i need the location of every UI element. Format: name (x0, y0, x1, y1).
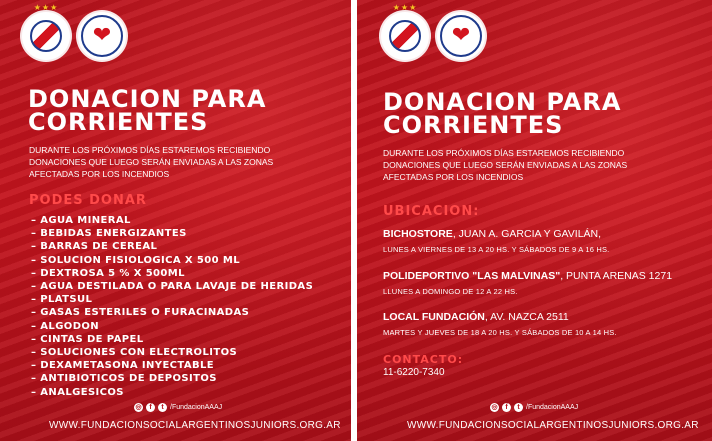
intro-line: AFECTADAS POR LOS INCENDIOS (383, 172, 524, 182)
facebook-icon: f (502, 403, 511, 412)
location-address: , JUAN A. GARCIA Y GAVILÁN, (452, 228, 602, 240)
intro-line: DURANTE LOS PRÓXIMOS DÍAS ESTAREMOS RECIBIENDO (383, 148, 625, 158)
foundation-heart-logo (78, 12, 126, 60)
list-item: – DEXAMETASONA INYECTABLE (31, 360, 215, 372)
location-name (383, 311, 617, 323)
intro-line: DONACIONES QUE LUEGO SERÁN ENVIADAS A LAS ZONAS (383, 160, 628, 170)
list-item: – ANTIBIOTICOS DE DEPOSITOS (31, 373, 217, 385)
list-item: – SOLUCIONES CON ELECTROLITOS (31, 347, 238, 359)
intro-line: DONACIONES QUE LUEGO SERÁN ENVIADAS A LAS ZONAS (29, 157, 274, 167)
social-row (490, 403, 578, 412)
contact-phone: 11-6220-7340 (383, 367, 445, 378)
intro-text (29, 144, 329, 180)
donation-items-list (31, 214, 313, 399)
website-url: WWW.FUNDACIONSOCIALARGENTINOSJUNIORS.ORG.AR (407, 420, 699, 431)
location-hours: LUNES A VIERNES DE 13 A 20 HS. Y SÁBADOS DE 9 A 16 HS. (383, 245, 610, 254)
page-title (383, 88, 622, 139)
location-address: , AV. NAZCA 2511 (484, 311, 569, 323)
title-line: DONACION PARA (383, 88, 622, 116)
list-item: – PLATSUL (31, 294, 93, 306)
stars-icon: ★★★ (392, 3, 418, 12)
intro-line: AFECTADAS POR LOS INCENDIOS (29, 169, 170, 179)
instagram-icon: ◎ (491, 404, 498, 411)
social-handle: /FundacionAAAJ (170, 404, 223, 411)
location-hours: LLUNES A DOMINGO DE 12 A 22 HS. (383, 287, 518, 296)
website-url: WWW.FUNDACIONSOCIALARGENTINOSJUNIORS.ORG.AR (49, 420, 341, 431)
location-name (383, 270, 672, 282)
list-item: – DEXTROSA 5 % X 500ML (31, 267, 185, 279)
foundation-heart-logo (437, 12, 485, 60)
list-item: – ALGODON (31, 320, 100, 332)
location-address: , PUNTA ARENAS 1271 (560, 270, 673, 282)
location-title: POLIDEPORTIVO "LAS MALVINAS" (383, 270, 561, 282)
list-item: – AGUA MINERAL (31, 215, 131, 226)
list-item: – GASAS ESTERILES O FURACINADAS (31, 307, 250, 319)
intro-text (383, 147, 703, 183)
location-entry (383, 270, 672, 296)
twitter-icon: t (514, 403, 523, 412)
section-title: UBICACION: (383, 204, 480, 219)
flyer-locations (357, 0, 712, 441)
club-crest-logo (22, 3, 70, 60)
list-item: – CINTAS DE PAPEL (31, 333, 144, 345)
title-line: DONACION PARA (28, 85, 267, 113)
title-line: CORRIENTES (383, 111, 564, 139)
social-row (134, 403, 222, 412)
location-title: LOCAL FUNDACIÓN (383, 311, 485, 323)
club-crest-logo (381, 3, 429, 60)
title-line: CORRIENTES (28, 108, 209, 136)
location-name (383, 228, 609, 240)
social-handle: /FundacionAAAJ (526, 404, 579, 411)
page-title (28, 85, 267, 136)
intro-line: DURANTE LOS PRÓXIMOS DÍAS ESTAREMOS RECIBIENDO (29, 145, 271, 155)
location-entry (383, 311, 617, 337)
twitter-icon: t (158, 403, 167, 412)
list-item: – BEBIDAS ENERGIZANTES (31, 228, 187, 240)
list-item: – ANALGESICOS (31, 386, 124, 398)
logo-row (381, 3, 485, 60)
location-entry (383, 228, 609, 254)
facebook-icon: f (146, 403, 155, 412)
flyer-donations-list (0, 0, 351, 441)
contact-title: CONTACTO: (383, 353, 464, 366)
location-hours: MARTES Y JUEVES DE 18 A 20 HS. Y SÁBADOS DE 10 A 14 HS. (383, 328, 617, 337)
section-title: PODES DONAR (29, 193, 147, 208)
list-item: – AGUA DESTILADA O PARA LAVAJE DE HERIDAS (31, 281, 314, 293)
list-item: – SOLUCION FISIOLOGICA X 500 ML (31, 254, 240, 266)
stars-icon: ★★★ (33, 3, 59, 12)
location-title: BICHOSTORE (383, 228, 453, 240)
instagram-icon: ◎ (135, 404, 142, 411)
logo-row (22, 3, 126, 60)
list-item: – BARRAS DE CEREAL (31, 241, 158, 253)
